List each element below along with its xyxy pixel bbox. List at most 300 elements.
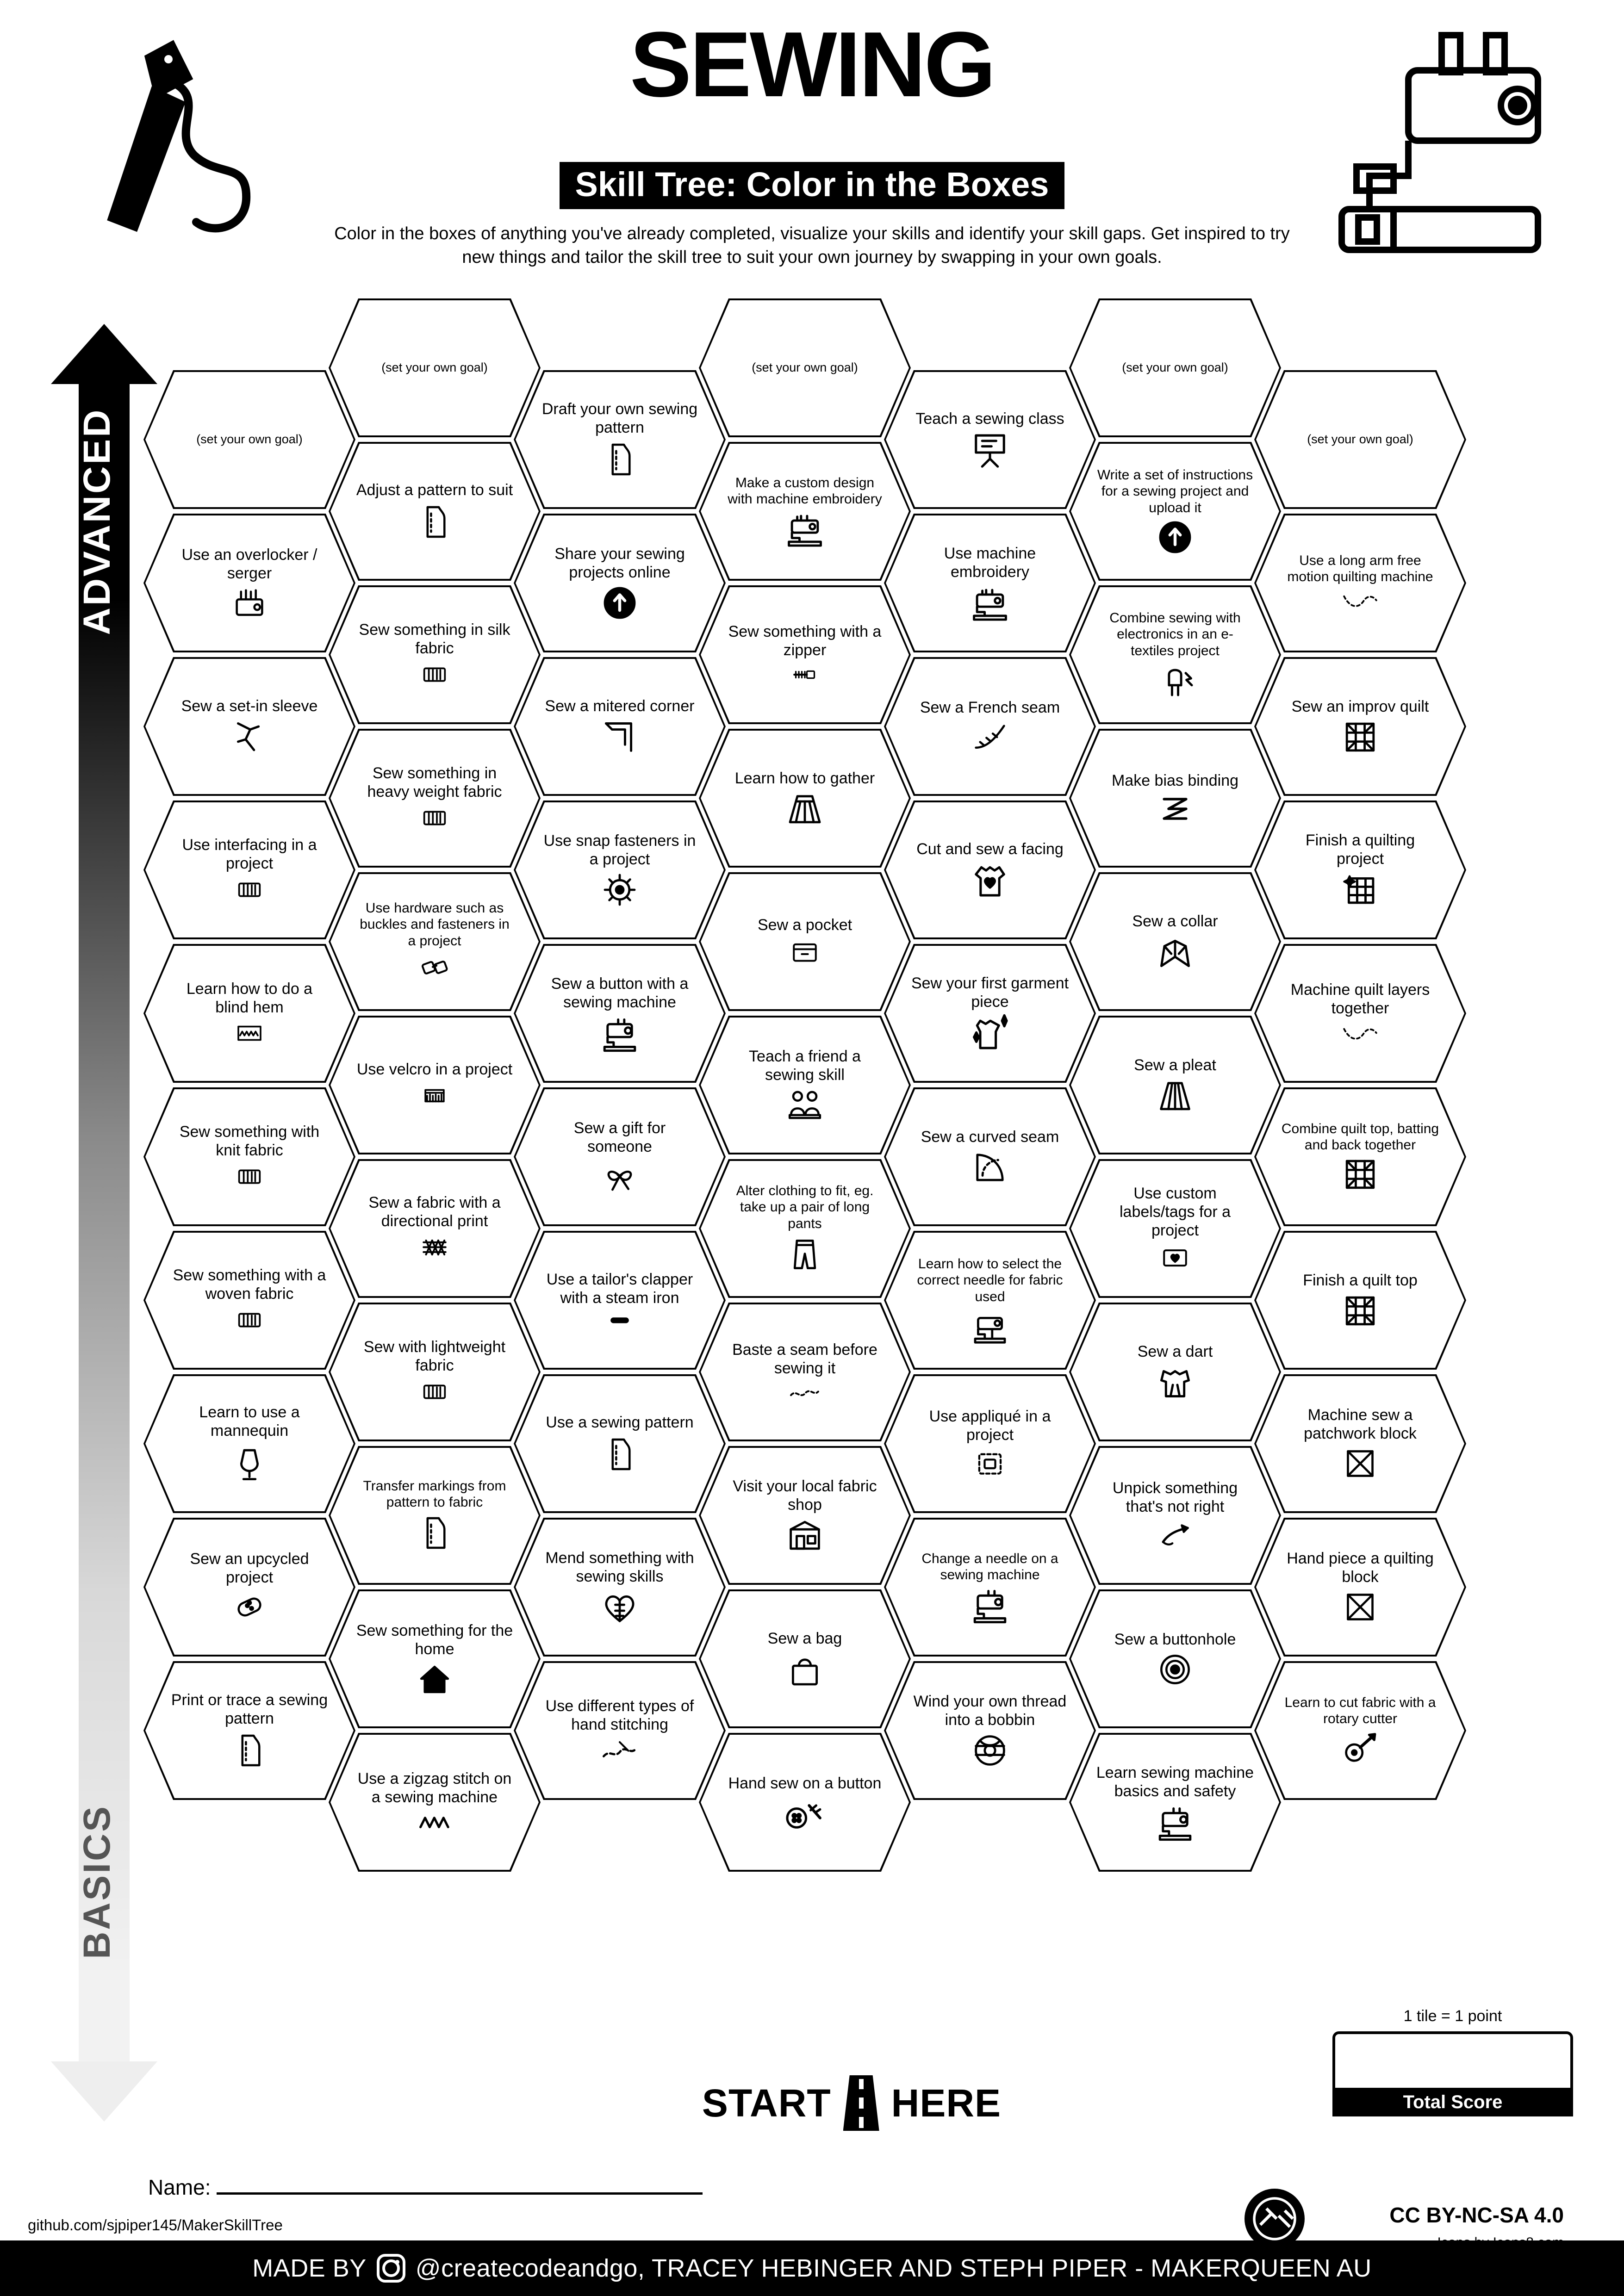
tile-content [1254,800,1466,939]
tile-label: Cut and sew a facing [916,840,1064,858]
tile-content [1069,1159,1281,1298]
tile-content [699,729,911,868]
tile-content [143,1087,355,1226]
pants-icon [787,1235,823,1274]
tile-label: Use a sewing pattern [546,1413,694,1431]
skill-tile[interactable] [329,442,541,581]
skill-tile[interactable] [884,514,1096,652]
tile-label: Sew a buttonhole [1114,1630,1236,1648]
upload-icon [1157,519,1194,556]
tile-content [329,1733,541,1872]
license-text: CC BY-NC-SA 4.0 [1389,2203,1564,2227]
name-field[interactable] [148,2175,796,2200]
mended-heart-icon [600,1589,639,1626]
tile-content [514,1087,726,1226]
tile-label: Use velcro in a project [356,1060,513,1078]
tile-content [1254,944,1466,1083]
skill-tile[interactable] [514,514,726,652]
skill-tile[interactable] [699,585,911,724]
skill-tile[interactable] [884,800,1096,939]
hand-stitch-icon [590,1737,650,1764]
here-label: HERE [891,2081,1002,2125]
free-motion-icon [1330,1020,1390,1046]
zigzag-icon [404,1809,465,1835]
skill-tile[interactable] [884,1518,1096,1657]
tile-content [1254,514,1466,652]
tile-content [514,1231,726,1370]
tile-content [884,944,1096,1083]
skill-tile[interactable] [884,657,1096,796]
tile-label: Learn how to select the correct needle for fabric used [917,1256,1063,1304]
tile-content [143,514,355,652]
name-label: Name: [148,2175,211,2199]
tile-content [514,514,726,652]
teaching-icon [784,1087,826,1123]
tile-content [1069,1016,1281,1154]
tile-label: Make a custom design with machine embroidery [728,475,882,507]
skill-tile[interactable] [1069,1303,1281,1441]
tile-content [1069,1733,1281,1872]
skill-tile[interactable] [143,370,355,509]
score-label: Total Score [1332,2088,1573,2116]
tile-label: Sew a pleat [1134,1056,1216,1074]
tile-label: Alter clothing to fit, eg. take up a pair of long pants [736,1183,874,1231]
skill-tile[interactable] [699,1733,911,1872]
tile-label: Sew an improv quilt [1291,697,1429,715]
corner-icon [601,718,639,756]
tile-content [329,1303,541,1441]
tile-label: Sew a fabric with a directional print [368,1193,501,1230]
tile-content [884,514,1096,652]
skill-tile[interactable] [514,800,726,939]
tile-label: Use custom labels/tags for a project [1119,1184,1231,1240]
tile-label: Sew a gift for someone [573,1119,666,1155]
tile-label: Use an overlocker / serger [181,546,317,582]
tile-label: Use interfacing in a project [182,836,317,872]
tile-content [884,800,1096,939]
tile-content [329,872,541,1011]
snap-icon [601,871,638,908]
tile-content [699,1446,911,1585]
axis-label-basics: BASICS [76,1805,118,1959]
collar-icon [1155,933,1195,971]
buckle-icon [413,952,456,983]
skill-tile[interactable] [1069,298,1281,437]
skill-tile[interactable] [329,872,541,1011]
tile-label: Use hardware such as buckles and fasteners in a project [360,900,510,949]
tile-content [1254,1374,1466,1513]
page-title: SEWING [629,13,995,116]
skill-tile[interactable] [1069,1589,1281,1728]
tile-label: Use appliqué in a project [929,1407,1051,1444]
sleeve-icon [230,718,269,756]
bias-binding-icon [1155,793,1195,825]
tile-label: Machine quilt layers together [1290,980,1430,1017]
mannequin-icon [231,1443,268,1484]
label-tag-icon [1155,1242,1195,1273]
tile-label: Machine sew a patchwork block [1304,1406,1417,1442]
skill-tile[interactable] [699,872,911,1011]
skill-tile[interactable] [143,1087,355,1226]
skill-tile[interactable] [143,1231,355,1370]
name-input-line[interactable] [217,2190,703,2195]
tile-label: Sew a bag [767,1629,842,1647]
skill-tile[interactable] [514,1231,726,1370]
basting-stitch-icon [775,1380,835,1403]
skill-tile[interactable] [1254,1087,1466,1226]
tile-label: Sew something with a woven fabric [173,1266,326,1303]
tile-label: Sew a button with a sewing machine [551,974,689,1011]
velcro-icon [414,1081,455,1110]
skill-tile[interactable] [1069,1733,1281,1872]
tile-label: Unpick something that's not right [1112,1479,1238,1515]
curved-seam-icon [971,1149,1009,1186]
tile-content [884,1518,1096,1657]
made-by-label: MADE BY [252,2254,367,2282]
fabric-icon [228,1306,271,1334]
skill-tile[interactable] [143,1661,355,1800]
zipper-icon [779,662,830,687]
tile-label: Share your sewing projects online [554,545,685,581]
skill-tile[interactable] [884,1087,1096,1226]
tile-content [143,1231,355,1370]
buttonhole-icon [1156,1651,1194,1688]
led-icon [1153,662,1197,700]
embroidery-machine-icon [784,510,826,548]
page-subtitle: Skill Tree: Color in the Boxes [560,162,1065,209]
tile-label: Change a needle on a sewing machine [921,1551,1058,1582]
quilt-block-icon [1341,1156,1380,1193]
skill-tile[interactable] [1069,442,1281,581]
skill-tile[interactable] [699,1159,911,1298]
skill-tile[interactable] [143,1374,355,1513]
gift-bow-icon [598,1159,641,1195]
skill-tile[interactable] [329,585,541,724]
tile-content [1069,729,1281,868]
clapper-icon [596,1310,644,1330]
tile-label: Sew something for the home [356,1621,513,1658]
seam-icon [970,720,1010,755]
tile-content [699,872,911,1011]
tile-content [884,657,1096,796]
tile-label: Sew a mitered corner [545,697,695,715]
tile-content [1254,1231,1466,1370]
upload-icon [601,584,638,621]
tile-content [699,1016,911,1154]
skill-tile[interactable] [329,1733,541,1872]
tile-content [514,1661,726,1800]
tile-label: Baste a seam before sewing it [732,1340,877,1377]
tile-content [884,1231,1096,1370]
tile-label: (set your own goal) [381,360,488,375]
tile-content [514,370,726,509]
tile-label: Use machine embroidery [944,544,1036,581]
tile-label: Learn how to do a blind hem [186,980,313,1016]
tile-content [143,370,355,509]
skill-tile[interactable] [1069,585,1281,724]
skill-tile[interactable] [1254,944,1466,1083]
tile-content [143,1374,355,1513]
embroidery-machine-icon [969,584,1011,622]
tile-content [699,1303,911,1441]
tile-content [884,1661,1096,1800]
quilt-block-icon [1341,719,1380,756]
skill-tile[interactable] [699,298,911,437]
skill-tile[interactable] [1254,1661,1466,1800]
skill-tile[interactable] [329,1016,541,1154]
tile-label: Combine sewing with electronics in an e-textiles project [1109,610,1241,658]
quilt-block-icon [1341,1292,1380,1329]
dart-bodice-icon [1155,1364,1195,1402]
blind-hem-icon [227,1019,272,1047]
skill-tile[interactable] [884,944,1096,1083]
tile-content [143,1661,355,1800]
skill-tile[interactable] [514,1518,726,1657]
tile-label: Combine quilt top, batting and back together [1281,1121,1439,1153]
skill-tile[interactable] [514,370,726,509]
start-here-marker [643,2073,1060,2133]
tile-content [1069,1589,1281,1728]
tile-content [1069,1303,1281,1441]
tile-content [884,1087,1096,1226]
skill-tile[interactable] [329,1303,541,1441]
skill-tile[interactable] [699,1016,911,1154]
pocket-icon [784,937,825,968]
tile-label: Sew a set-in sleeve [181,697,318,715]
tile-label: Sew a curved seam [921,1128,1059,1146]
tile-content [699,442,911,581]
skill-tile[interactable] [1069,729,1281,868]
skill-tile[interactable] [1254,1374,1466,1513]
tile-label: Learn to use a mannequin [199,1403,300,1440]
skill-tile[interactable] [1069,872,1281,1011]
tile-point-note: 1 tile = 1 point [1403,2007,1502,2025]
skill-tile[interactable] [143,657,355,796]
skill-tile[interactable] [1254,1518,1466,1657]
skill-tile[interactable] [884,370,1096,509]
cc-license-icon [1244,2189,1305,2249]
skill-tile[interactable] [884,1661,1096,1800]
tile-label: Use a tailor's clapper with a steam iron [546,1270,693,1307]
skill-tile[interactable] [514,944,726,1083]
page-description: Color in the boxes of anything you've already completed, visualize your skills and identify your skill gaps. Get inspired to try new things and tailor the skill tree to suit your own journey by swapping in your own goals. [334,224,1290,267]
road-icon [843,2075,879,2131]
tile-content [1254,1518,1466,1657]
tile-label: Finish a quilt top [1303,1271,1418,1289]
tile-label: (set your own goal) [1122,360,1228,375]
tile-content [1254,1087,1466,1226]
tile-label: Sew with lightweight fabric [363,1338,506,1374]
tile-label: (set your own goal) [1307,432,1413,447]
tile-label: Sew something with knit fabric [179,1123,320,1159]
tile-label: Teach a sewing class [915,410,1064,428]
tile-label: Sew an upcycled project [190,1550,309,1586]
tile-label: Hand sew on a button [728,1774,882,1792]
tile-label: Visit your local fabric shop [733,1477,877,1514]
skill-tile[interactable] [1069,1159,1281,1298]
overlocker-icon [228,585,271,621]
tile-label: Sew a pocket [757,916,852,934]
needle-machine-icon [970,1308,1010,1345]
github-link[interactable]: github.com/sjpiper145/MakerSkillTree [28,2216,283,2234]
tile-label: Sew a French seam [920,698,1060,716]
tile-content [329,1446,541,1585]
tile-label: Sew your first garment piece [911,974,1069,1011]
skill-tile[interactable] [1069,1446,1281,1585]
pattern-icon [602,1434,637,1474]
tile-label: Print or trace a sewing pattern [171,1691,328,1727]
skill-tile[interactable] [884,1374,1096,1513]
tile-content [143,657,355,796]
skill-tile[interactable] [699,442,911,581]
skill-tile[interactable] [884,1231,1096,1370]
skill-tile[interactable] [143,800,355,939]
tile-label: Sew a dart [1137,1342,1213,1360]
tile-content [143,944,355,1083]
skill-tile[interactable] [514,1087,726,1226]
skill-tile[interactable] [329,1159,541,1298]
page-footer [0,2240,1624,2296]
skill-tile[interactable] [699,1589,911,1728]
tile-content [143,800,355,939]
skill-tile[interactable] [143,944,355,1083]
patchwork-block-icon [1342,1446,1379,1482]
skill-tile[interactable] [143,514,355,652]
tile-content [514,1518,726,1657]
free-motion-icon [1330,588,1390,614]
fabric-icon [413,1378,456,1406]
tile-label: Learn to cut fabric with a rotary cutter [1284,1694,1436,1726]
skill-tile[interactable] [329,1446,541,1585]
patch-icon [230,1589,269,1625]
tile-label: Write a set of instructions for a sewing project and upload it [1097,467,1253,515]
tile-content [329,442,541,581]
tile-label: Use different types of hand stitching [545,1697,694,1733]
skill-tile[interactable] [329,298,541,437]
bobbin-icon [971,1732,1009,1769]
tile-label: Use a zigzag stitch on a sewing machine [357,1769,512,1806]
axis-label-advanced: ADVANCED [76,408,118,635]
tile-label: Learn sewing machine basics and safety [1096,1763,1254,1800]
rotary-cutter-icon [1339,1730,1381,1767]
bag-icon [786,1651,823,1688]
start-label: START [702,2081,831,2125]
tile-content [884,370,1096,509]
fabric-icon [228,875,271,904]
tile-label: Teach a friend a sewing skill [749,1047,861,1084]
tile-label: Wind your own thread into a bobbin [913,1692,1067,1729]
tile-content [699,1733,911,1872]
skill-tile[interactable] [329,1589,541,1728]
skill-tile[interactable] [514,1661,726,1800]
skill-tile[interactable] [514,1374,726,1513]
tile-content [329,1589,541,1728]
tile-label: Finish a quilting project [1305,831,1415,868]
tile-label: Transfer markings from pattern to fabric [363,1478,506,1510]
tile-content [143,1518,355,1657]
patchwork-block-icon [1342,1589,1379,1625]
tile-content [1069,442,1281,581]
tile-content [514,800,726,939]
pattern-icon [602,440,637,479]
sewing-machine-icon [969,1586,1011,1624]
tile-label: Adjust a pattern to suit [356,481,513,499]
skill-tile[interactable] [699,729,911,868]
skill-tile[interactable] [1254,514,1466,652]
tile-content [329,729,541,868]
fabric-icon [413,660,456,689]
pleated-skirt-icon [1156,1077,1194,1114]
tile-label: Sew something in heavy weight fabric [367,764,502,800]
tile-content [514,657,726,796]
shop-icon [785,1517,824,1554]
tile-content [699,585,911,724]
tile-label: Mend something with sewing skills [545,1549,694,1585]
skill-tile[interactable] [1254,1231,1466,1370]
applique-icon [971,1447,1009,1480]
tile-content [1254,370,1466,509]
tile-content [514,944,726,1083]
tile-label: Hand piece a quilting block [1287,1549,1434,1586]
tile-content [1069,298,1281,437]
gathered-skirt-icon [785,790,825,827]
tile-label: Make bias binding [1111,771,1239,789]
pattern-icon [417,502,452,542]
tile-content [329,585,541,724]
skill-tile[interactable] [329,729,541,868]
sewing-machine-icon [599,1014,641,1052]
tile-content [329,1016,541,1154]
sewing-machine-icon [1154,1803,1196,1841]
seam-ripper-icon [1153,1519,1197,1552]
fabric-icon [228,1162,271,1191]
instagram-icon [377,2254,405,2283]
skill-tile[interactable] [699,1303,911,1441]
skill-tile[interactable] [1069,1016,1281,1154]
tile-label: Sew something with a zipper [728,622,882,659]
home-icon [415,1661,454,1696]
tile-label: Use snap fasteners in a project [543,832,696,868]
total-score-box[interactable] [1332,2007,1573,2128]
tile-content [1254,1661,1466,1800]
skill-tile[interactable] [143,1518,355,1657]
pattern-icon [232,1731,267,1770]
tile-label: (set your own goal) [196,432,303,447]
tile-content [329,1159,541,1298]
tile-content [1254,657,1466,796]
print-fabric-icon [413,1233,456,1264]
skill-tile[interactable] [1254,800,1466,939]
skill-tile[interactable] [1254,657,1466,796]
tile-content [514,1374,726,1513]
skill-tile[interactable] [1254,370,1466,509]
tile-label: Sew a collar [1132,912,1218,930]
tile-label: Learn how to gather [734,769,875,787]
tile-content [1069,585,1281,724]
tile-content [699,1159,911,1298]
tile-content [699,298,911,437]
skill-tile[interactable] [699,1446,911,1585]
skill-tile[interactable] [514,657,726,796]
tile-label: (set your own goal) [752,360,858,375]
pattern-icon [417,1513,452,1553]
garment-icon [966,1014,1014,1053]
tile-label: Draft your own sewing pattern [541,400,698,436]
tile-label: Use a long arm free motion quilting machine [1287,552,1433,584]
button-needle-icon [779,1795,830,1831]
tile-content [1069,1446,1281,1585]
tile-content [699,1589,911,1728]
